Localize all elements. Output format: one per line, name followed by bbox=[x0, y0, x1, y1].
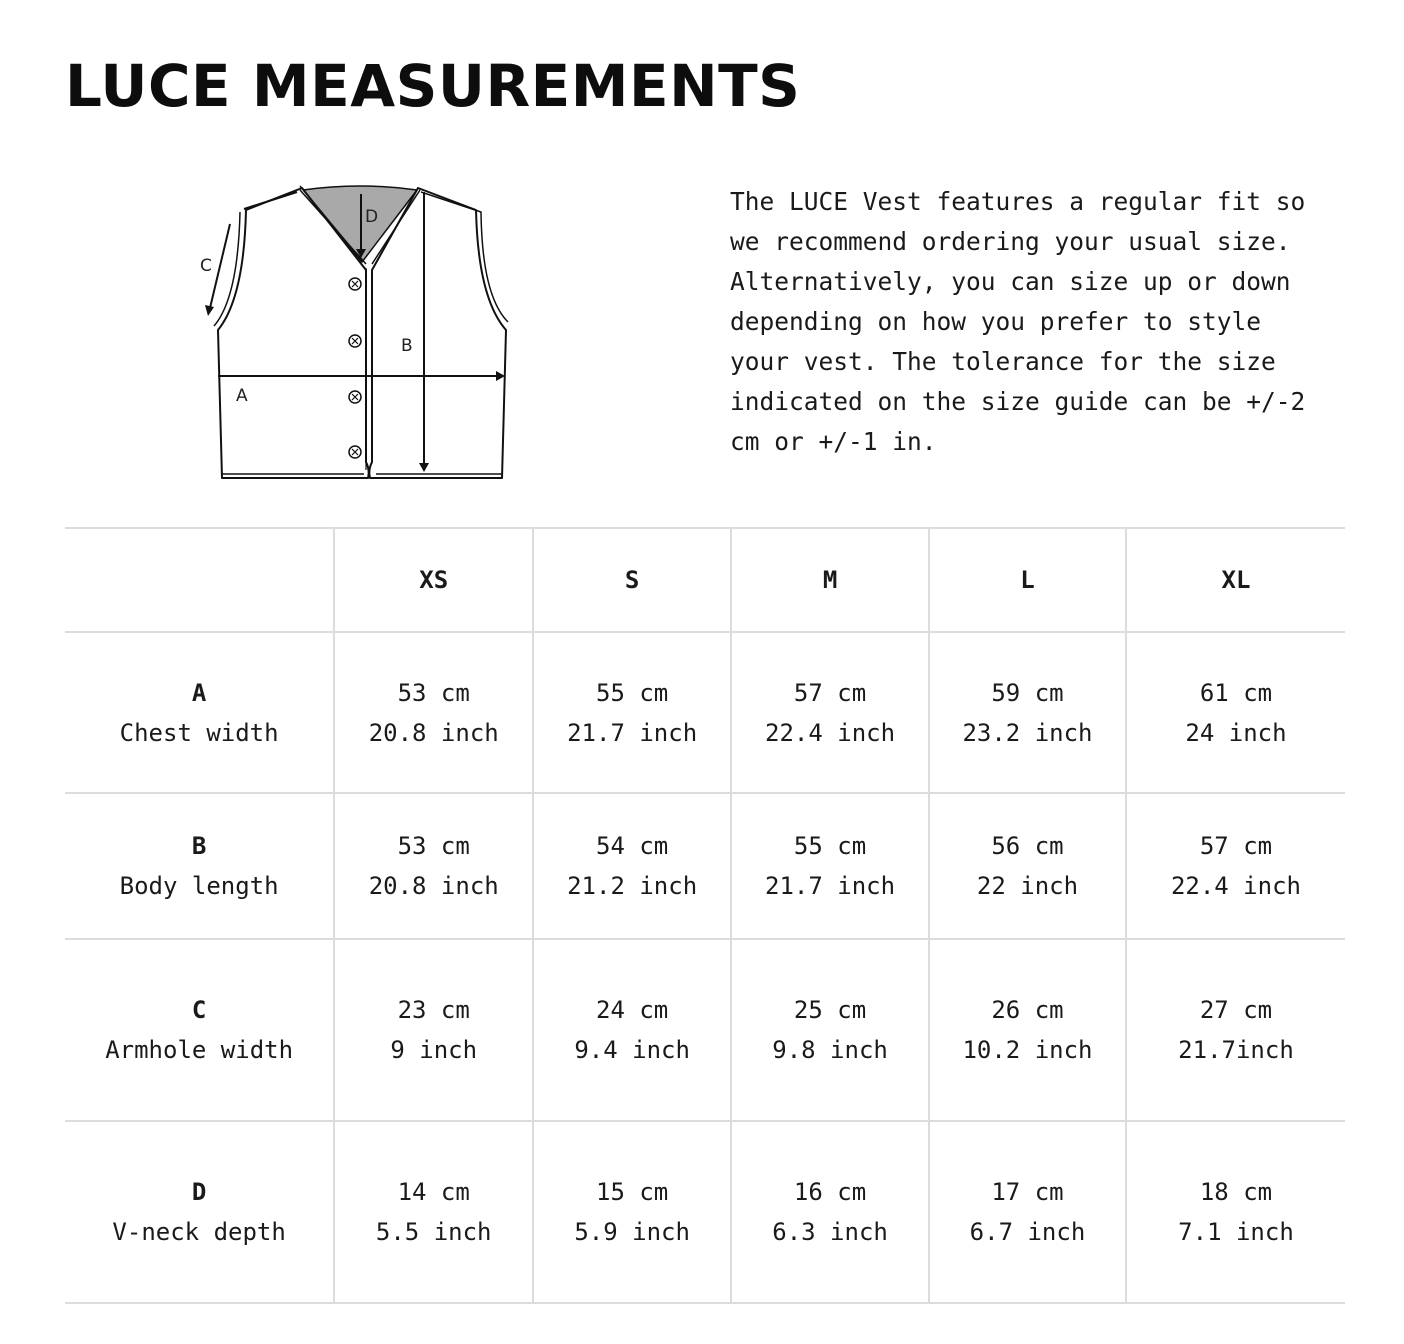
row-label bbox=[65, 1121, 334, 1303]
page-title: LUCE MEASUREMENTS bbox=[65, 52, 801, 120]
cm-value: 53 cm bbox=[397, 832, 470, 860]
cm-value: 14 cm bbox=[397, 1178, 470, 1206]
cm-value: 26 cm bbox=[991, 996, 1064, 1024]
row-name: Body length bbox=[119, 872, 279, 900]
table-cell bbox=[1126, 939, 1345, 1121]
fit-description: The LUCE Vest features a regular fit so we recommend ordering your usual size. Alternatively, you can size up or down depending on how you prefer to style your vest. The tolerance for the size indicated on the size guide can be +/-2 cm or +/-1 in. bbox=[730, 187, 1306, 456]
table-cell bbox=[533, 793, 731, 939]
table-cell bbox=[334, 939, 533, 1121]
table-cell bbox=[929, 1121, 1126, 1303]
table-cell bbox=[731, 793, 929, 939]
table-cell bbox=[929, 793, 1126, 939]
table-cell bbox=[334, 793, 533, 939]
cm-value: 61 cm bbox=[1199, 678, 1273, 707]
row-label bbox=[65, 793, 334, 939]
table-cell bbox=[533, 632, 731, 793]
cm-value: 55 cm bbox=[793, 832, 867, 860]
inch-value: 7.1 inch bbox=[1178, 1218, 1294, 1246]
cm-value: 18 cm bbox=[1199, 1178, 1273, 1206]
inch-value: 22.4 inch bbox=[765, 718, 896, 747]
table-row bbox=[65, 793, 1345, 939]
cm-value: 15 cm bbox=[596, 1178, 669, 1206]
row-key: C bbox=[191, 996, 207, 1024]
row-name: Chest width bbox=[119, 718, 279, 747]
size-header-s: S bbox=[533, 528, 731, 632]
cm-value: 27 cm bbox=[1199, 996, 1273, 1024]
inch-value: 20.8 inch bbox=[368, 718, 499, 747]
table-cell bbox=[533, 1121, 731, 1303]
cm-value: 59 cm bbox=[991, 678, 1064, 707]
inch-value: 22 inch bbox=[976, 872, 1079, 900]
cm-value: 25 cm bbox=[793, 996, 867, 1024]
row-key: A bbox=[191, 678, 207, 707]
label-a: A bbox=[236, 386, 248, 406]
inch-value: 23.2 inch bbox=[962, 718, 1093, 747]
inch-value: 9.8 inch bbox=[772, 1036, 888, 1064]
cm-value: 24 cm bbox=[596, 996, 669, 1024]
size-header-row bbox=[65, 528, 1345, 632]
cm-value: 16 cm bbox=[793, 1178, 867, 1206]
label-b: B bbox=[401, 336, 413, 356]
cm-value: 57 cm bbox=[1199, 832, 1273, 860]
inch-value: 21.7inch bbox=[1178, 1036, 1294, 1064]
table-cell bbox=[1126, 1121, 1345, 1303]
inch-value: 10.2 inch bbox=[962, 1036, 1093, 1064]
table-cell bbox=[929, 939, 1126, 1121]
table-cell bbox=[334, 632, 533, 793]
vest-right-panel bbox=[369, 188, 506, 478]
inch-value: 9.4 inch bbox=[574, 1036, 690, 1064]
cm-value: 56 cm bbox=[991, 832, 1064, 860]
cm-value: 17 cm bbox=[991, 1178, 1064, 1206]
table-cell bbox=[731, 939, 929, 1121]
table-row bbox=[65, 1121, 1345, 1303]
arrow-c bbox=[210, 224, 230, 308]
label-d: D bbox=[365, 207, 379, 227]
inch-value: 20.8 inch bbox=[368, 872, 499, 900]
size-header-xs: XS bbox=[334, 528, 533, 632]
cm-value: 54 cm bbox=[596, 832, 669, 860]
table-row bbox=[65, 939, 1345, 1121]
inch-value: 21.2 inch bbox=[567, 872, 698, 900]
table-cell bbox=[334, 1121, 533, 1303]
inch-value: 22.4 inch bbox=[1170, 872, 1301, 900]
row-name: Armhole width bbox=[105, 1036, 294, 1064]
cm-value: 55 cm bbox=[596, 678, 669, 707]
cm-value: 23 cm bbox=[397, 996, 470, 1024]
row-key: B bbox=[191, 832, 207, 860]
vest-diagram bbox=[190, 180, 520, 490]
table-cell bbox=[929, 632, 1126, 793]
table-cell bbox=[731, 1121, 929, 1303]
table-cell bbox=[1126, 793, 1345, 939]
size-header-xl: XL bbox=[1126, 528, 1345, 632]
label-c: C bbox=[200, 256, 212, 276]
size-chart-table bbox=[65, 527, 1345, 1304]
corner-cell bbox=[65, 528, 334, 632]
row-label bbox=[65, 939, 334, 1121]
row-label bbox=[65, 632, 334, 793]
inch-value: 21.7 inch bbox=[567, 718, 698, 747]
inch-value: 5.5 inch bbox=[375, 1218, 492, 1246]
inch-value: 6.7 inch bbox=[969, 1218, 1086, 1246]
inch-value: 24 inch bbox=[1185, 718, 1287, 747]
inch-value: 5.9 inch bbox=[574, 1218, 690, 1246]
table-row bbox=[65, 632, 1345, 793]
row-key: D bbox=[191, 1178, 207, 1206]
table-cell bbox=[731, 632, 929, 793]
inch-value: 6.3 inch bbox=[772, 1218, 888, 1246]
cm-value: 57 cm bbox=[793, 678, 867, 707]
table-cell bbox=[1126, 632, 1345, 793]
inch-value: 21.7 inch bbox=[765, 872, 896, 900]
row-name: V-neck depth bbox=[112, 1218, 286, 1246]
size-header-m: M bbox=[731, 528, 929, 632]
table-cell bbox=[533, 939, 731, 1121]
size-header-l: L bbox=[929, 528, 1126, 632]
inch-value: 9 inch bbox=[390, 1036, 478, 1064]
cm-value: 53 cm bbox=[397, 678, 470, 707]
